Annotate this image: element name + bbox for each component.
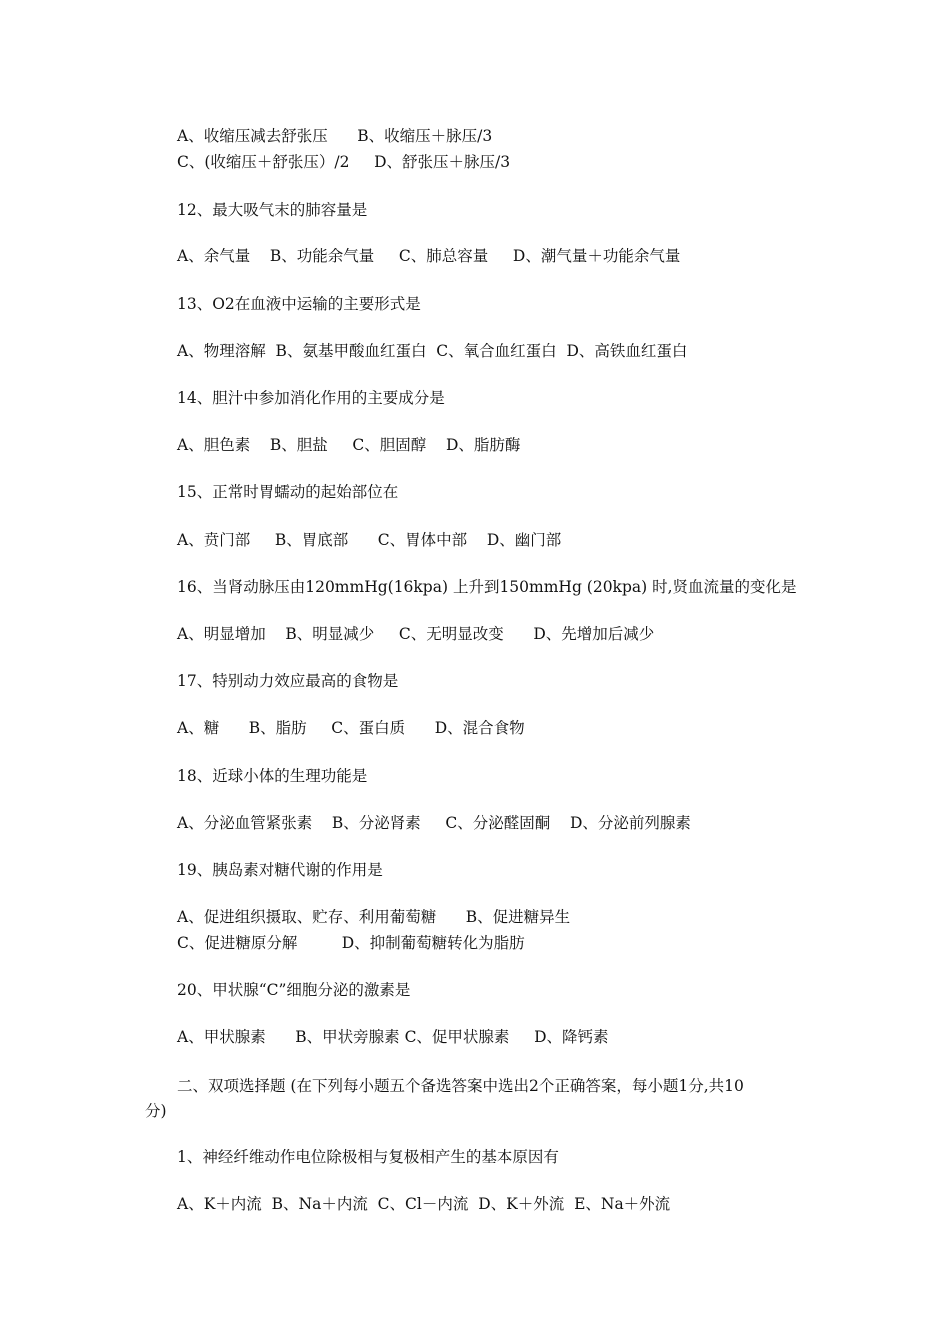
section-2-heading-continued: 分)	[145, 1102, 167, 1120]
q19-options-row-2: C、促进糖原分解 D、抑制葡萄糖转化为脂肪	[177, 934, 525, 952]
q11-options-row-1: A、收缩压减去舒张压 B、收缩压＋脉压/3	[177, 127, 493, 145]
question-16: 16、当肾动脉压由120mmHg(16kpa) 上升到150mmHg (20kpa) 时,贤血流量的变化是	[177, 578, 797, 596]
q14-options: A、胆色素 B、胆盐 C、胆固醇 D、脂肪酶	[177, 436, 521, 454]
q15-options: A、贲门部 B、胃底部 C、胃体中部 D、幽门部	[177, 531, 562, 549]
section-2-q1-options: A、K＋内流 B、Na＋内流 C、Cl－内流 D、K＋外流 E、Na＋外流	[177, 1195, 671, 1213]
q16-options: A、明显增加 B、明显减少 C、无明显改变 D、先增加后减少	[177, 625, 655, 643]
section-2-heading: 二、双项选择题 (在下列每小题五个备选答案中选出2个正确答案，每小题1分,共10	[177, 1077, 744, 1095]
question-17: 17、特别动力效应最高的食物是	[177, 672, 399, 690]
question-12: 12、最大吸气末的肺容量是	[177, 201, 368, 219]
q19-options-row-1: A、促进组织摄取、贮存、利用葡萄糖 B、促进糖异生	[177, 908, 571, 926]
q13-options: A、物理溶解 B、氨基甲酸血红蛋白 C、氧合血红蛋白 D、高铁血红蛋白	[177, 342, 688, 360]
q17-options: A、糖 B、脂肪 C、蛋白质 D、混合食物	[177, 719, 525, 737]
question-19: 19、胰岛素对糖代谢的作用是	[177, 861, 383, 879]
q18-options: A、分泌血管紧张素 B、分泌肾素 C、分泌醛固酮 D、分泌前列腺素	[177, 814, 691, 832]
section-2-question-1: 1、神经纤维动作电位除极相与复极相产生的基本原因有	[177, 1148, 559, 1166]
question-15: 15、正常时胃蠕动的起始部位在	[177, 483, 399, 501]
question-20: 20、甲状腺“C”细胞分泌的激素是	[177, 981, 411, 999]
q20-options: A、甲状腺素 B、甲状旁腺素 C、促甲状腺素 D、降钙素	[177, 1028, 609, 1046]
q11-options-row-2: C、(收缩压＋舒张压）/2 D、舒张压＋脉压/3	[177, 153, 511, 171]
question-18: 18、近球小体的生理功能是	[177, 767, 368, 785]
question-13: 13、O2在血液中运输的主要形式是	[177, 295, 421, 313]
q12-options: A、余气量 B、功能余气量 C、肺总容量 D、潮气量＋功能余气量	[177, 247, 681, 265]
question-14: 14、胆汁中参加消化作用的主要成分是	[177, 389, 445, 407]
